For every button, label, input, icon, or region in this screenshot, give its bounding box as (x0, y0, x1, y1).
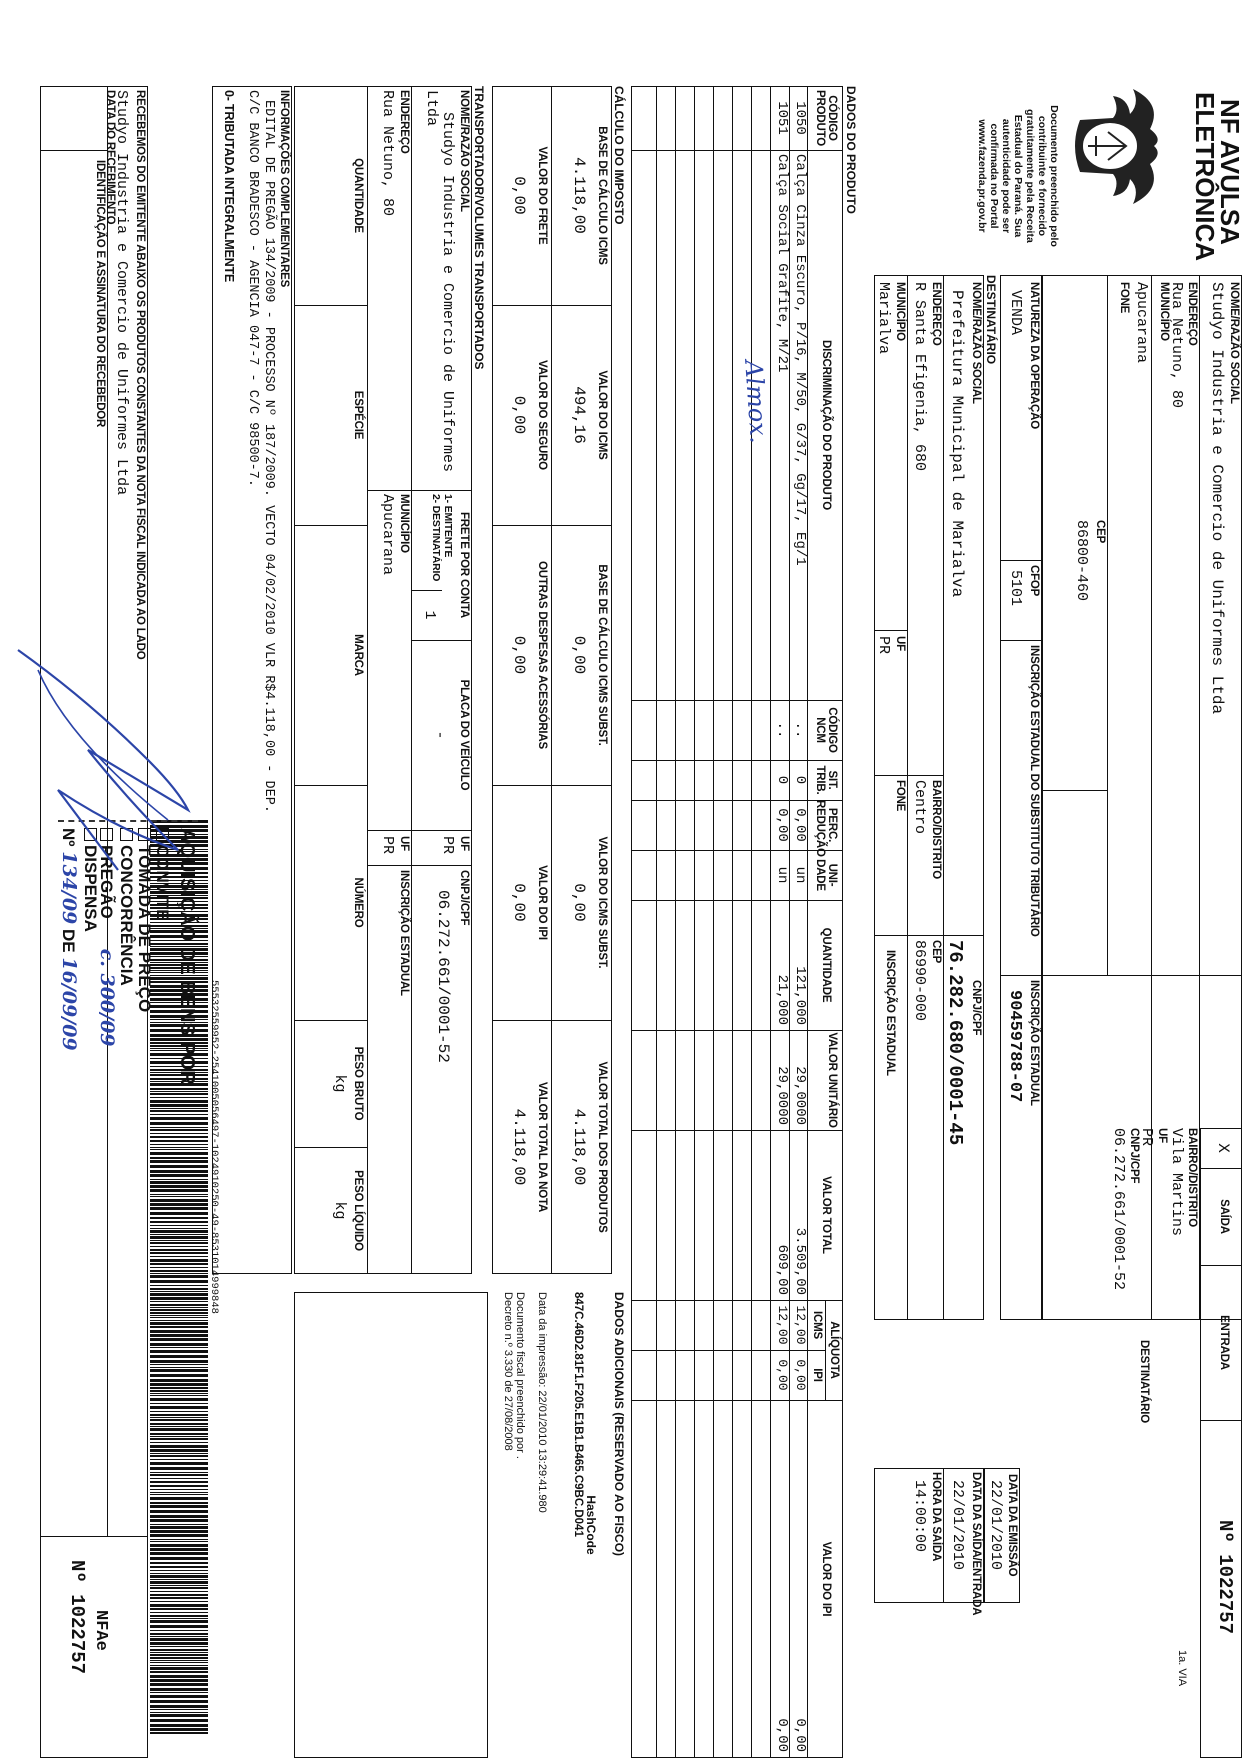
emitente-cep: 86800-460 (1073, 520, 1090, 602)
vol-quantidade-label: QUANTIDADE (352, 158, 364, 233)
emitente-municipio: Apucarana (1133, 282, 1150, 364)
stamp-option-dispensa: DISPENSA (80, 828, 100, 932)
emitente-razao-label: NOME/RAZÃO SOCIAL (1228, 282, 1240, 404)
stamp-option-convite: CONVITE (152, 828, 172, 921)
base-subst-value: 0,00 (570, 635, 588, 675)
imposto-section: CÁLCULO DO IMPOSTO (612, 86, 626, 225)
emitente-razao: Studyo Industria e Comercio de Uniformes Ltda (1208, 282, 1226, 715)
emitente-endereco-label: ENDEREÇO (1186, 282, 1198, 346)
dest-fone-label: FONE (894, 780, 906, 812)
emitente-bairro: Vila Martins (1168, 1128, 1185, 1237)
emitente-municipio-label: MUNICÍPIO (1158, 282, 1170, 341)
hora-value: 14:00:00 (911, 1480, 928, 1553)
frete-conta-label: FRETE POR CONTA (458, 511, 470, 619)
ipi-value: 0,00 (510, 883, 528, 922)
produtos-section: DADOS DO PRODUTO (844, 86, 858, 214)
valor-subst-value: 0,00 (570, 883, 588, 922)
outras-value: 0,00 (510, 635, 528, 675)
pregao-handwritten: c. 300/09 (96, 948, 118, 1047)
vol-numero-label: NÚMERO (352, 877, 364, 928)
state-crest-logo (1068, 84, 1168, 209)
transp-razao-label: NOME/RAZÃO SOCIAL (458, 90, 470, 212)
seguro-label: VALOR DO SEGURO (536, 360, 548, 470)
saida-entrada-label: DATA DA SAÍDA/ENTRADA (970, 1472, 982, 1616)
transp-uf: PR (439, 836, 456, 855)
dest-cnpj: 76.282.680/0001-45 (944, 940, 966, 1146)
col-descricao: DISCRIMINAÇÃO DO PRODUTO (820, 339, 832, 511)
dest-razao-label: NOME/RAZÃO SOCIAL (970, 282, 982, 404)
ie-subst-label: INSCRIÇÃO ESTADUAL DO SUBSTITUTO TRIBUTÁRIO (1028, 645, 1040, 937)
stamp-option-tomada: TOMADA DE PREÇO (134, 828, 154, 1012)
total-nota-label: VALOR TOTAL DA NOTA (536, 1081, 548, 1213)
col-quantidade: QUANTIDADE (820, 927, 832, 1003)
vol-especie-label: ESPÉCIE (352, 390, 364, 440)
frete-value: 0,00 (510, 176, 528, 215)
barcode-digits: 55532559952-2541005056497-1024910250-49-8531014999848 (208, 980, 220, 1314)
info-line2: C/C BANCO BRADESCO - AGENCIA 047-7 - C/C 98500-7. (245, 90, 260, 487)
ident-recebedor-label: IDENTIFICAÇÃO E ASSINATURA DO RECEBEDOR (94, 160, 106, 428)
data-recebimento-label: DATA DO RECEBIMENTO (104, 90, 116, 225)
valor-subst-label: VALOR DO ICMS SUBST. (596, 836, 608, 969)
dest-bairro-label: BAIRRO/DISTRITO (930, 780, 942, 880)
valor-icms-label: VALOR DO ICMS (596, 370, 608, 460)
dest-bairro: Centro (911, 780, 928, 835)
base-icms-value: 4.118,00 (570, 157, 588, 234)
recebimento-nome: Studyo Industria e Comercio de Uniformes Ltda (113, 90, 130, 496)
emitente-bairro-label: BAIRRO/DISTRITO (1186, 1128, 1198, 1228)
nfae-numero: Nº 1022757 (66, 1560, 88, 1675)
natureza-label: NATUREZA DA OPERAÇÃO (1028, 282, 1040, 429)
transp-uf-label: UF (458, 836, 470, 851)
col-aliquota: ALÍQUOTA (828, 1321, 840, 1379)
transp-municipio: Apucarana (379, 494, 396, 576)
emissao-label: DATA DA EMISSÃO (1006, 1474, 1018, 1577)
vol-marca-label: MARCA (352, 634, 364, 676)
emitente-uf: PR (1138, 1128, 1155, 1147)
hash-label: HashCode (584, 1495, 598, 1555)
via-label: 1a. VIA (1176, 1650, 1188, 1687)
ie-label: INSCRIÇÃO ESTADUAL (1028, 980, 1040, 1106)
transp-ie-label: INSCRIÇÃO ESTADUAL (398, 870, 410, 996)
dest-ie-label: INSCRIÇÃO ESTADUAL (884, 950, 896, 1076)
dest-endereco-label: ENDEREÇO (930, 282, 942, 346)
transp-endereco: Rua Netuno, 80 (379, 90, 396, 217)
base-subst-label: BASE DE CÁLCULO ICMS SUBST. (596, 564, 608, 746)
col-ipi: IPI (811, 1368, 823, 1382)
placa-value: - (431, 730, 448, 740)
dest-razao: Prefeitura Municipal de Marialva (948, 290, 966, 598)
fisco-box (294, 1292, 488, 1758)
recebimento-title: RECEBEMOS DO EMITENTE ABAIXO OS PRODUTOS CONSTANTES DA NOTA FISCAL INDICADA AO LADO (134, 90, 146, 660)
frete-opt2: 2- DESTINATÁRIO (430, 494, 442, 582)
transp-razao-line2: Ltda (423, 90, 440, 127)
emissao-value: 22/01/2010 (987, 1480, 1004, 1571)
nf-avulsa-form: NF AVULSA ELETRÔNICA Documento preenchido pelo contribuinte e fornecido gratuitamente pela Receita Estadual do Paraná. Sua autenticidade pode ser confirmada no Portal www.fazenda.pr.gov.br NOME/RAZÃO SOCIAL Studyo Industria e Comercio de Uniformes Ltda ENDEREÇO Rua Netuno, 80 MUNICÍPIO Apucarana FONE CEP 86800-460 BAIRRO/DISTRITO Vila Martins UF PR CNPJ/CPF 06.272.661/0001-52 DESTINATÁRIO X SAÍDA ENTRADA Nº 1022757 1a. VIA NATUREZA DA OPERAÇÃO VENDA CFOP 5101 INSCRIÇÃO ESTADUAL DO SUBSTITUTO TRIBUTÁRIO INSCRIÇÃO ESTADUAL 90459788-07 DATA DA EMISSÃO 22/01/2010 DESTINATÁRIO NOME/RAZÃO SOCIAL Prefeitura Municipal de Marialva CNPJ/CPF 76.282.680/0001-45 ENDEREÇO R Santa Efigenia, 680 BAIRRO/DISTRITO Centro CEP 86990-000 MUNICÍPIO Marialva UF PR FONE INSCRIÇÃO ESTADUAL DATA DA SAÍDA/ENTRADA 22/01/2010 HORA DA SAÍDA 14:00:00 DADOS DO PRODUTO CÓDIGO PRODUTO DISCRIMINAÇÃO DO PRODUTO CÓDIGO NCM SIT. TRIB. PERC. REDUÇÃO UNI- DADE QUANTIDADE VALOR UNITÁRIO VALOR TOTAL ALÍQUOTA ICMS IPI VALOR DO IPI 1050 Calça Cinza Escuro, P/16, M/50, G/37, Gg/17, Eg/1 .. 0 0,00 un 121,000 29,0000 3.509,00 12,00 0,00 0,00 1051 Calça Social Grafite, M/21 .. 0 0,00 un 21,000 29,0000 609,00 12,00 0,00 0,00 Almox. CÁLCULO DO IMPOSTO BASE DE CÁLCULO ICMS 4.118,00 VALOR DO ICMS 494,16 BASE DE CÁLCULO ICMS SUBST. 0,00 VALOR DO ICMS SUBST. 0,00 VALOR TOTAL DOS PRODUTOS 4.118,00 VALOR DO FRETE 0,00 VALOR DO SEGURO 0,00 OUTRAS DESPESAS ACESSÓRIAS 0,00 VALOR DO IPI 0,00 VALOR TOTAL DA NOTA 4.118,00 DADOS ADICIONAIS (RESERVADO AO FISCO) HashCode 847C.46D2.81F1.F205.E1B1.B465.C9BC.D041 Data da impressão: 22/01/2010 13:29:41.980 Documento fiscal preenchido por . Decreto n.º 3.330 de 27/08/2008 TRANSPORTADOR/VOLUMES TRANSPORTADOS NOME/RAZÃO SOCIAL Studyo Industria e Comercio de Uniformes Ltda FRETE POR CONTA 1- EMITENTE 2- DESTINATÁRIO 1 PLACA DO VEÍCULO - UF PR CNPJ/CPF 06.272.661/0001-52 ENDEREÇO Rua Netuno, 80 MUNICÍPIO Apucarana UF PR INSCRIÇÃO ESTADUAL QUANTIDADE ESPÉCIE MARCA NÚMERO PESO BRUTO kg PESO LÍQUIDO kg INFORMAÇÕES COMPLEMENTARES EDITAL DE PREGÃO 134/2009 - PROCESSO Nº 187/2009. VECTO 04/02/2010 VLR R$4.118,00 - DEP. C/C BANCO BRADESCO - AGENCIA 047-7 - C/C 98500-7. 0- TRIBUTADA INTEGRALMENTE 55532559952-2541005056497-1024910250-49-8531014999848 RECEBEMOS DO EMITENTE ABAIXO OS PRODUTOS CONSTANTES DA NOTA FISCAL INDICADA AO LADO Studyo Industria e Comercio de Uniformes Ltda DATA DO RECEBIMENTO IDENTIFICAÇÃO E ASSINATURA DO RECEBEDOR NFAe Nº 1022757 AQUISIÇÃO DE BENS POR CONVITE TOMADA DE PREÇO CONCORRÊNCIA PREGÃOc. 300/09 DISPENSA Nº 134/09 DE 16/09/09 (0, 0, 1248, 1764)
cfop-value: 5101 (1007, 570, 1024, 607)
col-unitario: VALOR UNITÁRIO (826, 1032, 838, 1128)
dest-endereco: R Santa Efigenia, 680 (911, 282, 928, 472)
saida-mark: X (1214, 1143, 1232, 1153)
dest-municipio-label: MUNICÍPIO (894, 282, 906, 341)
transp-uf2-label: UF (398, 836, 410, 851)
col-icms: ICMS (811, 1311, 823, 1339)
dest-cnpj-label: CNPJ/CPF (970, 980, 982, 1036)
destinatario-tab-label: DESTINATÁRIO (1138, 1340, 1150, 1423)
ipi-label: VALOR DO IPI (536, 865, 548, 940)
stamp-option-pregao: PREGÃOc. 300/09 (96, 828, 118, 1047)
col-sit: SIT. TRIB. (814, 765, 838, 795)
dest-municipio: Marialva (875, 282, 892, 355)
numero-top: Nº 1022757 (1214, 1520, 1236, 1635)
outras-label: OUTRAS DESPESAS ACESSÓRIAS (536, 561, 548, 749)
destinatario-block (874, 275, 984, 1320)
nf-title-line2: ELETRÔNICA (1190, 92, 1220, 261)
transportador-section: TRANSPORTADOR/VOLUMES TRANSPORTADOS (472, 86, 486, 370)
tributada-note: 0- TRIBUTADA INTEGRALMENTE (222, 90, 236, 283)
doc-line1: Documento fiscal preenchido por . (514, 1292, 526, 1459)
info-line1: EDITAL DE PREGÃO 134/2009 - PROCESSO Nº 187/2009. VECTO 04/02/2010 VLR R$4.118,00 - DEP. (261, 100, 276, 813)
transp-cnpj-label: CNPJ/CPF (458, 870, 470, 926)
nf-title (1190, 92, 1245, 261)
emitente-cnpj-label: CNPJ/CPF (1128, 1128, 1140, 1184)
emitente-uf-label: UF (1156, 1128, 1168, 1143)
nf-title-line1: NF AVULSA (1215, 99, 1245, 245)
stamp-title: AQUISIÇÃO DE BENS POR (176, 828, 198, 1085)
ie-value: 90459788-07 (1005, 990, 1024, 1103)
peso-bruto-unit: kg (331, 1074, 348, 1093)
total-produtos-label: VALOR TOTAL DOS PRODUTOS (596, 1061, 608, 1233)
col-codigo: CÓDIGO PRODUTO (814, 90, 838, 146)
emitente-fone-label: FONE (1118, 282, 1130, 314)
emitente-cep-label: CEP (1094, 520, 1106, 544)
saida-label: SAÍDA (1218, 1199, 1230, 1234)
seguro-value: 0,00 (510, 395, 528, 435)
total-produtos-value: 4.118,00 (570, 1108, 588, 1186)
col-ncm: CÓDIGO NCM (814, 707, 838, 753)
stamp-option-concorrencia: CONCORRÊNCIA (116, 828, 136, 986)
saida-entrada-value: 22/01/2010 (949, 1480, 966, 1571)
transp-municipio-label: MUNICÍPIO (398, 494, 410, 553)
frete-label: VALOR DO FRETE (536, 146, 548, 245)
dest-uf-label: UF (894, 636, 906, 651)
transp-razao-line1: Studyo Industria e Comercio de Uniformes (439, 112, 456, 473)
numero-handwritten: 134/09 (58, 851, 80, 925)
dest-uf: PR (875, 636, 892, 655)
peso-liquido-label: PESO LÍQUIDO (352, 1170, 364, 1251)
base-icms-label: BASE DE CÁLCULO ICMS (596, 126, 608, 265)
print-date: Data da impressão: 22/01/2010 13:29:41.980 (536, 1292, 548, 1513)
stamp-numero-line: Nº 134/09 DE 16/09/09 (58, 828, 80, 1051)
destinatario-section: DESTINATÁRIO (984, 275, 998, 365)
col-perc: PERC. REDUÇÃO (814, 800, 838, 857)
peso-bruto-label: PESO BRUTO (352, 1046, 364, 1121)
entrada-label: ENTRADA (1218, 1315, 1230, 1370)
frete-opt1: 1- EMITENTE (442, 494, 454, 558)
doc-line2: Decreto n.º 3.330 de 27/08/2008 (502, 1292, 514, 1451)
info-label: INFORMAÇÕES COMPLEMENTARES (278, 90, 290, 288)
handwritten-almox-note: Almox. (739, 359, 773, 445)
valor-icms-value: 494,16 (570, 386, 588, 444)
transp-cnpj: 06.272.661/0001-52 (434, 890, 452, 1063)
col-unidade: UNI- DADE (814, 859, 838, 891)
data-handwritten: 16/09/09 (58, 957, 80, 1051)
produtos-table (631, 86, 843, 1758)
emitente-cnpj: 06.272.661/0001-52 (1110, 1128, 1127, 1291)
hora-label: HORA DA SAÍDA (930, 1472, 942, 1562)
transp-uf2: PR (379, 836, 396, 855)
placa-label: PLACA DO VEÍCULO (458, 679, 470, 791)
adicionais-section: DADOS ADICIONAIS (RESERVADO AO FISCO) (612, 1292, 626, 1557)
dest-cep: 86990-000 (911, 940, 928, 1022)
total-nota-value: 4.118,00 (510, 1108, 528, 1186)
col-total: VALOR TOTAL (820, 1176, 832, 1254)
cfop-label: CFOP (1028, 565, 1040, 597)
handwritten-signature (8, 640, 208, 880)
dest-cep-label: CEP (930, 940, 942, 964)
natureza-value: VENDA (1007, 290, 1024, 336)
frete-conta-value: 1 (421, 610, 438, 620)
dest-dates-box (874, 1468, 984, 1603)
peso-liquido-unit: kg (331, 1201, 348, 1220)
hash-value: 847C.46D2.81F1.F205.E1B1.B465.C9BC.D041 (572, 1292, 584, 1537)
nfae-label: NFAe (91, 1610, 110, 1651)
emitente-endereco: Rua Netuno, 80 (1168, 282, 1185, 409)
authenticity-notice: Documento preenchido pelo contribuinte e fornecido gratuitamente pela Receita Estadual do Paraná. Sua autenticidade pode ser confirmada no Portal www.fazenda.pr.gov.br (976, 105, 1060, 247)
col-valor-ipi: VALOR DO IPI (820, 1541, 832, 1617)
transp-endereco-label: ENDEREÇO (398, 90, 410, 154)
